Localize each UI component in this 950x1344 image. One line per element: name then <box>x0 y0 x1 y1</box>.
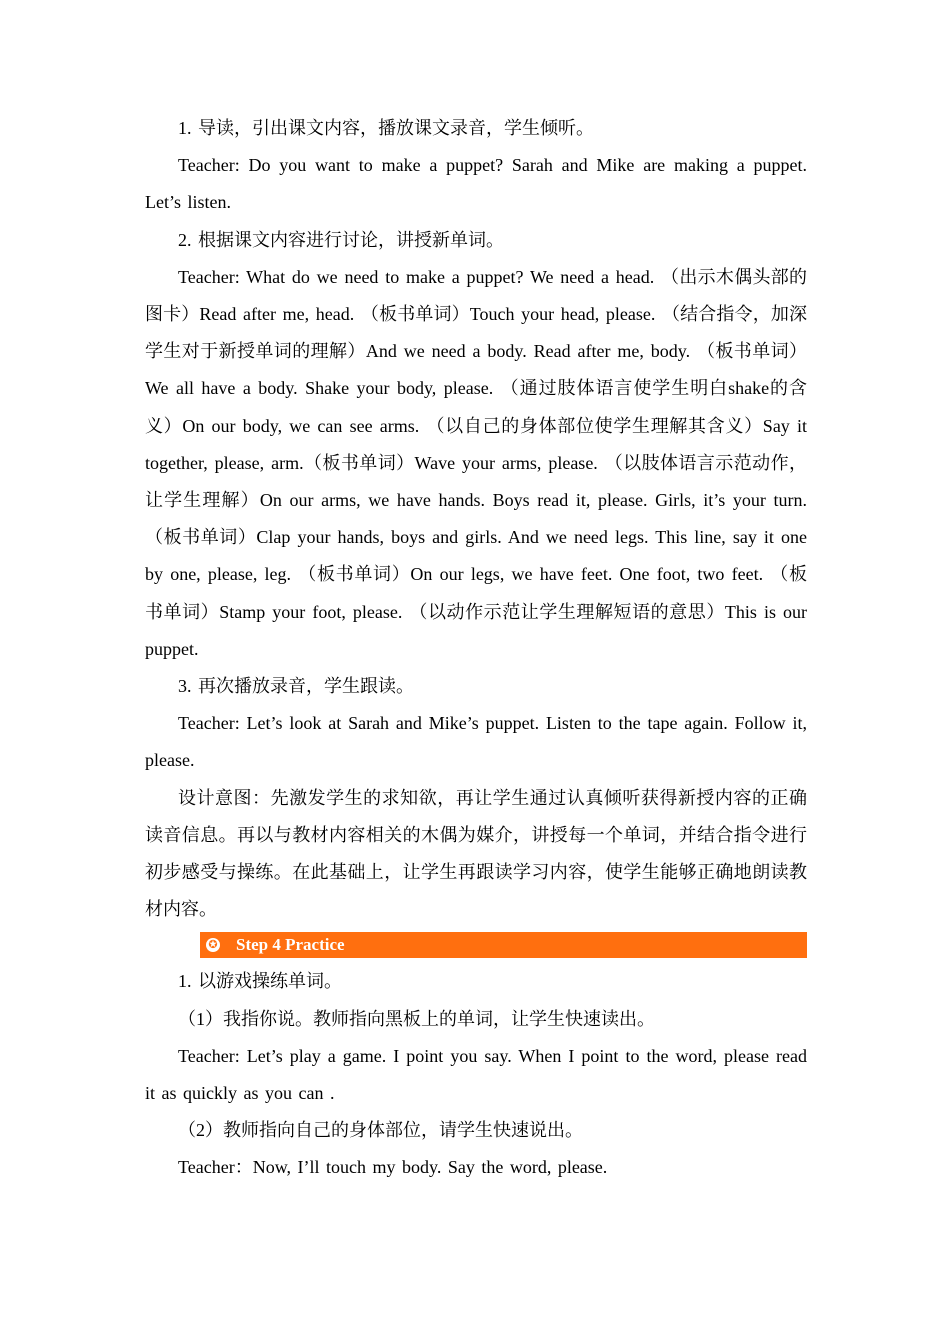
paragraph-step-1: 1. 导读，引出课文内容，播放课文录音，学生倾听。 <box>178 118 594 138</box>
document-page <box>145 110 807 1187</box>
paragraph-teacher-follow: Teacher: Let’s look at Sarah and Mike’s puppet. Listen to the tape again. Follow it, please. <box>145 713 807 771</box>
step-4-header <box>200 932 807 958</box>
paragraph-design-intent: 设计意图：先激发学生的求知欲，再让学生通过认真倾听获得新授内容的正确读音信息。再以与教材内容相关的木偶为媒介，讲授每一个单词，并结合指令进行初步感受与操练。在此基础上，让学生再跟读学习内容，使学生能够正确地朗读教材内容。 <box>145 787 807 920</box>
star-circle-icon: ✪ <box>206 938 220 952</box>
paragraph-teacher-body: Teacher：Now, I’ll touch my body. Say the word, please. <box>178 1157 608 1178</box>
paragraph-teacher-game: Teacher: Let’s play a game. I point you say. When I point to the word, please read it as quickly as you can . <box>145 1045 807 1104</box>
paragraph-step-2: 2. 根据课文内容进行讨论，讲授新单词。 <box>178 229 504 250</box>
paragraph-practice-1-2: （2）教师指向自己的身体部位，请学生快速说出。 <box>178 1120 583 1141</box>
paragraph-practice-1-1: （1）我指你说。教师指向黑板上的单词，让学生快速读出。 <box>178 1008 655 1029</box>
paragraph-teacher-intro: Teacher: Do you want to make a puppet? Sarah and Mike are making a puppet. Let’s listen. <box>145 155 807 213</box>
paragraph-teacher-vocab: Teacher: What do we need to make a puppet? We need a head. （出示木偶头部的图卡）Read after me, head. （板书单词）Touch your head, please. （结合指令，加深学生对于新授单词的理解）And we need a body. Read after me, body. （板书单词）We all have a body. Shake your body, please. （通过肢体语言使学生明白shake的含义）On our body, we can see arms. （以自己的身体部位使学生理解其含义）Say it together, please, arm.（板书单词）Wave your arms, please. （以肢体语言示范动作，让学生理解）On our arms, we have hands. Boys read it, please. Girls, it’s your turn. （板书单词）Clap your hands, boys and girls. And we need legs. This line, say it one by one, please, leg. （板书单词）On our legs, we have feet. One foot, two feet. （板书单词）Stamp your foot, please. （以动作示范让学生理解短语的意思）This is our puppet. <box>145 266 807 659</box>
step-4-label: Step 4 Practice <box>236 935 345 955</box>
paragraph-practice-1: 1. 以游戏操练单词。 <box>178 971 342 992</box>
paragraph-step-3: 3. 再次播放录音，学生跟读。 <box>178 676 414 697</box>
